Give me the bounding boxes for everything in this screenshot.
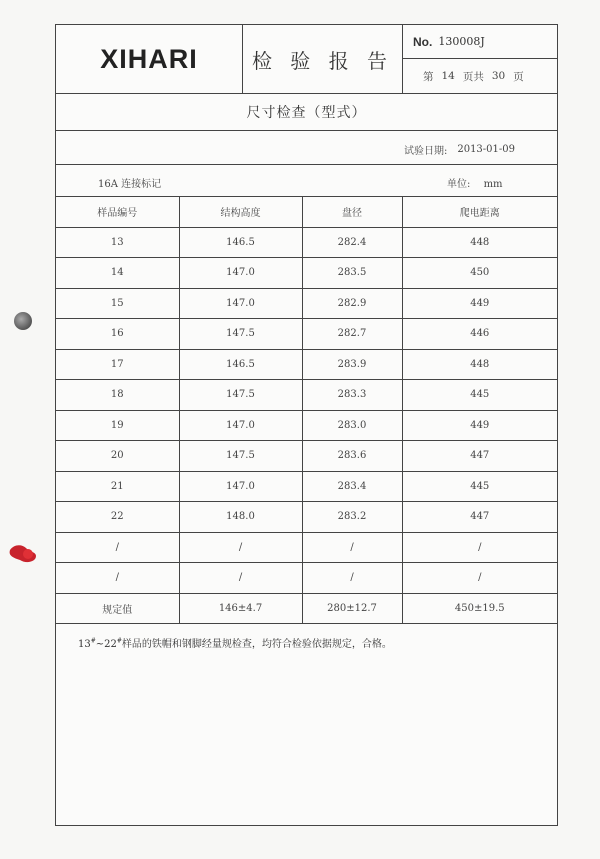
test-date-label: 试验日期: xyxy=(403,146,448,157)
col-header: 样品编号 xyxy=(56,197,179,227)
test-date-row xyxy=(56,135,557,165)
table-cell: 282.9 xyxy=(302,288,402,319)
table-cell: 14 xyxy=(56,258,179,289)
table-cell: 447 xyxy=(402,441,557,472)
company-logo: XIHARI xyxy=(100,43,198,74)
table-cell: 16 xyxy=(56,319,179,350)
table-cell: 283.4 xyxy=(302,471,402,502)
meta-row xyxy=(56,165,557,197)
table-cell: / xyxy=(56,563,179,594)
table-cell: 147.0 xyxy=(179,471,302,502)
table-cell: 282.4 xyxy=(302,227,402,258)
test-date-value: 2013-01-09 xyxy=(457,144,515,155)
table-cell: 447 xyxy=(402,502,557,533)
table-cell: 18 xyxy=(56,380,179,411)
col-header: 结构高度 xyxy=(179,197,302,227)
page-counter xyxy=(403,59,557,93)
table-cell: 280±12.7 xyxy=(302,593,402,624)
report-number-value: 130008J xyxy=(438,35,485,48)
footnote-sep: ~22 xyxy=(95,639,117,650)
table-cell: 445 xyxy=(402,471,557,502)
page-current: 14 xyxy=(441,70,455,82)
table-cell: 147.5 xyxy=(179,319,302,350)
table-cell: 450±19.5 xyxy=(402,593,557,624)
table-cell: 148.0 xyxy=(179,502,302,533)
table-row xyxy=(56,380,557,411)
table-row xyxy=(56,532,557,563)
footnote-mark: # xyxy=(116,637,122,645)
table-cell: 15 xyxy=(56,288,179,319)
table-cell: 448 xyxy=(402,349,557,380)
table-cell: / xyxy=(56,532,179,563)
table-cell: 449 xyxy=(402,288,557,319)
table-cell: / xyxy=(302,532,402,563)
table-cell: 146.5 xyxy=(179,227,302,258)
conclusion-note xyxy=(78,635,392,650)
table-cell: / xyxy=(179,563,302,594)
table-row xyxy=(56,319,557,350)
table-cell: 147.5 xyxy=(179,441,302,472)
report-number xyxy=(403,25,557,59)
table-row xyxy=(56,441,557,472)
table-row xyxy=(56,471,557,502)
table-cell: 147.0 xyxy=(179,410,302,441)
section-title: 尺寸检查（型式） xyxy=(56,93,557,131)
table-cell: 17 xyxy=(56,349,179,380)
table-row xyxy=(56,563,557,594)
table-cell: 283.9 xyxy=(302,349,402,380)
table-cell: / xyxy=(302,563,402,594)
page-prefix: 第 xyxy=(423,70,434,83)
page-total: 30 xyxy=(491,70,506,82)
table-cell: 283.2 xyxy=(302,502,402,533)
page-mid: 页共 xyxy=(462,70,484,83)
unit-info xyxy=(447,175,503,190)
punch-hole xyxy=(14,312,32,330)
table-cell: 283.3 xyxy=(302,380,402,411)
col-header: 爬电距离 xyxy=(402,197,557,227)
red-seal-mark xyxy=(8,540,38,566)
table-cell: 282.7 xyxy=(302,319,402,350)
table-header-row xyxy=(56,197,557,227)
footnote-mark: # xyxy=(90,637,96,645)
table-cell: 445 xyxy=(402,380,557,411)
table-cell: 20 xyxy=(56,441,179,472)
table-cell: / xyxy=(402,532,557,563)
table-cell: 450 xyxy=(402,258,557,289)
unit-label: 单位: xyxy=(447,179,471,190)
table-cell: 147.5 xyxy=(179,380,302,411)
table-cell: 22 xyxy=(56,502,179,533)
table-cell: 146±4.7 xyxy=(179,593,302,624)
table-row xyxy=(56,349,557,380)
table-cell: 283.0 xyxy=(302,410,402,441)
footnote-text: 样品的铁帽和钢脚经量规检查，均符合检验依据规定，合格。 xyxy=(121,639,392,650)
measurement-table xyxy=(56,197,557,624)
table-cell: / xyxy=(179,532,302,563)
report-number-label: No. xyxy=(413,34,433,49)
table-cell: 448 xyxy=(402,227,557,258)
table-cell: 283.6 xyxy=(302,441,402,472)
footnote-start: 13 xyxy=(78,639,91,650)
report-frame xyxy=(55,24,558,826)
table-cell: 147.0 xyxy=(179,258,302,289)
table-cell: 146.5 xyxy=(179,349,302,380)
table-cell: 21 xyxy=(56,471,179,502)
table-cell: 13 xyxy=(56,227,179,258)
report-header xyxy=(56,25,557,94)
table-row xyxy=(56,410,557,441)
table-cell: 147.0 xyxy=(179,288,302,319)
table-cell: 规定值 xyxy=(56,593,179,624)
unit-value: mm xyxy=(483,179,503,190)
table-row xyxy=(56,227,557,258)
report-title: 检 验 报 告 xyxy=(243,25,403,93)
table-row xyxy=(56,288,557,319)
table-row xyxy=(56,502,557,533)
page-suffix: 页 xyxy=(513,70,524,83)
sample-mark: 16A 连接标记 xyxy=(98,179,162,190)
table-cell: 446 xyxy=(402,319,557,350)
col-header: 盘径 xyxy=(302,197,402,227)
table-row xyxy=(56,593,557,624)
table-cell: 283.5 xyxy=(302,258,402,289)
table-cell: 449 xyxy=(402,410,557,441)
table-row xyxy=(56,258,557,289)
logo-cell xyxy=(56,25,243,93)
table-cell: 19 xyxy=(56,410,179,441)
table-cell: / xyxy=(402,563,557,594)
